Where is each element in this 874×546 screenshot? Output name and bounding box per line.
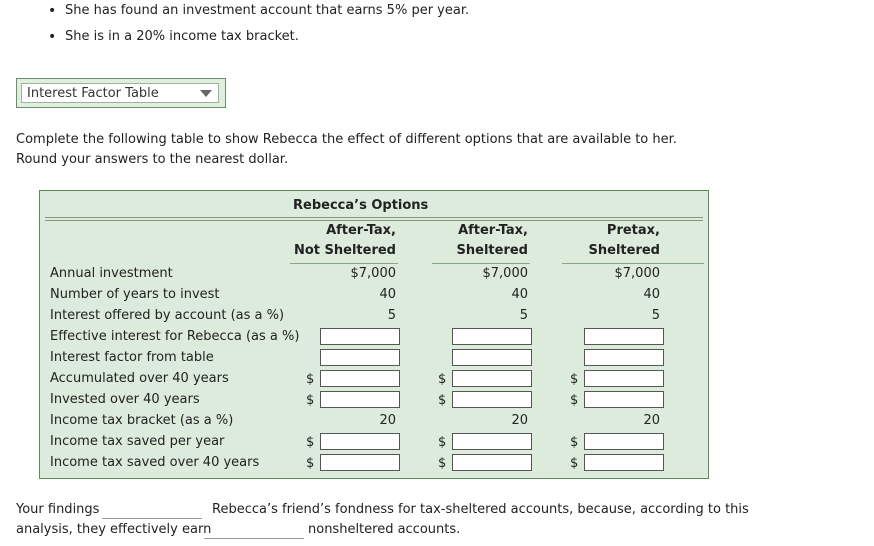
- cell-value: 20: [511, 413, 528, 428]
- currency-symbol: $: [438, 372, 447, 387]
- answer-input[interactable]: [452, 328, 532, 345]
- currency-symbol: $: [570, 435, 579, 450]
- cell-value: 5: [387, 308, 396, 323]
- answer-input[interactable]: [452, 370, 532, 387]
- answer-input[interactable]: [452, 391, 532, 408]
- row-label: Income tax saved per year: [50, 434, 225, 449]
- dropdown-selected-label: Interest Factor Table: [27, 86, 159, 101]
- answer-input[interactable]: [320, 433, 400, 450]
- findings-blank-1[interactable]: [102, 504, 202, 519]
- cell-value: 5: [651, 308, 660, 323]
- answer-input[interactable]: [320, 370, 400, 387]
- answer-input[interactable]: [452, 433, 532, 450]
- column-underline: [432, 263, 530, 264]
- row-label: Interest offered by account (as a %): [50, 308, 285, 323]
- column-header-pretax-sheltered: Pretax, Sheltered: [588, 223, 660, 258]
- divider: [45, 217, 703, 218]
- findings-text: Your findings: [16, 502, 100, 517]
- bullet-list: [48, 3, 469, 55]
- currency-symbol: $: [306, 435, 315, 450]
- row-label: Effective interest for Rebecca (as a %): [50, 329, 300, 344]
- findings-text: analysis, they effectively earn: [16, 522, 212, 537]
- currency-symbol: $: [438, 435, 447, 450]
- cell-value: 20: [379, 413, 396, 428]
- currency-symbol: $: [306, 393, 315, 408]
- currency-symbol: $: [438, 393, 447, 408]
- column-header-not-sheltered: After-Tax, Not Sheltered: [293, 223, 396, 258]
- cell-value: 40: [379, 287, 396, 302]
- answer-input[interactable]: [320, 391, 400, 408]
- answer-input[interactable]: [584, 433, 664, 450]
- currency-symbol: $: [306, 456, 315, 471]
- currency-symbol: $: [438, 456, 447, 471]
- answer-input[interactable]: [320, 328, 400, 345]
- cell-value: 5: [519, 308, 528, 323]
- interest-factor-dropdown[interactable]: [21, 83, 219, 103]
- row-label: Annual investment: [50, 266, 173, 281]
- answer-input[interactable]: [452, 349, 532, 366]
- table-title: Rebecca’s Options: [293, 198, 429, 213]
- answer-input[interactable]: [584, 370, 664, 387]
- answer-input[interactable]: [320, 349, 400, 366]
- cell-value: $7,000: [614, 266, 660, 281]
- currency-symbol: $: [570, 372, 579, 387]
- row-label: Number of years to invest: [50, 287, 220, 302]
- row-label: Accumulated over 40 years: [50, 371, 229, 386]
- cell-value: $7,000: [350, 266, 396, 281]
- currency-symbol: $: [306, 372, 315, 387]
- interest-factor-dropdown-container: [16, 78, 226, 108]
- answer-input[interactable]: [320, 454, 400, 471]
- column-header-sheltered: After-Tax, Sheltered: [456, 223, 528, 258]
- currency-symbol: $: [570, 393, 579, 408]
- findings-blank-2[interactable]: [204, 524, 304, 539]
- cell-value: 40: [511, 287, 528, 302]
- row-label: Invested over 40 years: [50, 392, 200, 407]
- answer-input[interactable]: [584, 391, 664, 408]
- instructions-text: Complete the following table to show Rebecca the effect of different options that are available to her. Round your answers to the nearest dollar.: [16, 132, 677, 167]
- cell-value: 40: [643, 287, 660, 302]
- bullet-item: • She is in a 20% income tax bracket.: [48, 29, 469, 55]
- bullet-item: • She has found an investment account that earns 5% per year.: [48, 3, 469, 29]
- column-underline: [290, 263, 398, 264]
- row-label: Income tax bracket (as a %): [50, 413, 234, 428]
- currency-symbol: $: [570, 456, 579, 471]
- answer-input[interactable]: [452, 454, 532, 471]
- row-label: Interest factor from table: [50, 350, 214, 365]
- cell-value: 20: [643, 413, 660, 428]
- column-underline: [562, 263, 704, 264]
- answer-input[interactable]: [584, 328, 664, 345]
- cell-value: $7,000: [482, 266, 528, 281]
- answer-input[interactable]: [584, 349, 664, 366]
- options-table-panel: [39, 190, 709, 479]
- answer-input[interactable]: [584, 454, 664, 471]
- chevron-down-icon[interactable]: [200, 90, 212, 97]
- findings-text: nonsheltered accounts.: [308, 522, 461, 537]
- row-label: Income tax saved over 40 years: [50, 455, 260, 470]
- findings-text: Rebecca’s friend’s fondness for tax-sheltered accounts, because, according to this: [212, 502, 749, 517]
